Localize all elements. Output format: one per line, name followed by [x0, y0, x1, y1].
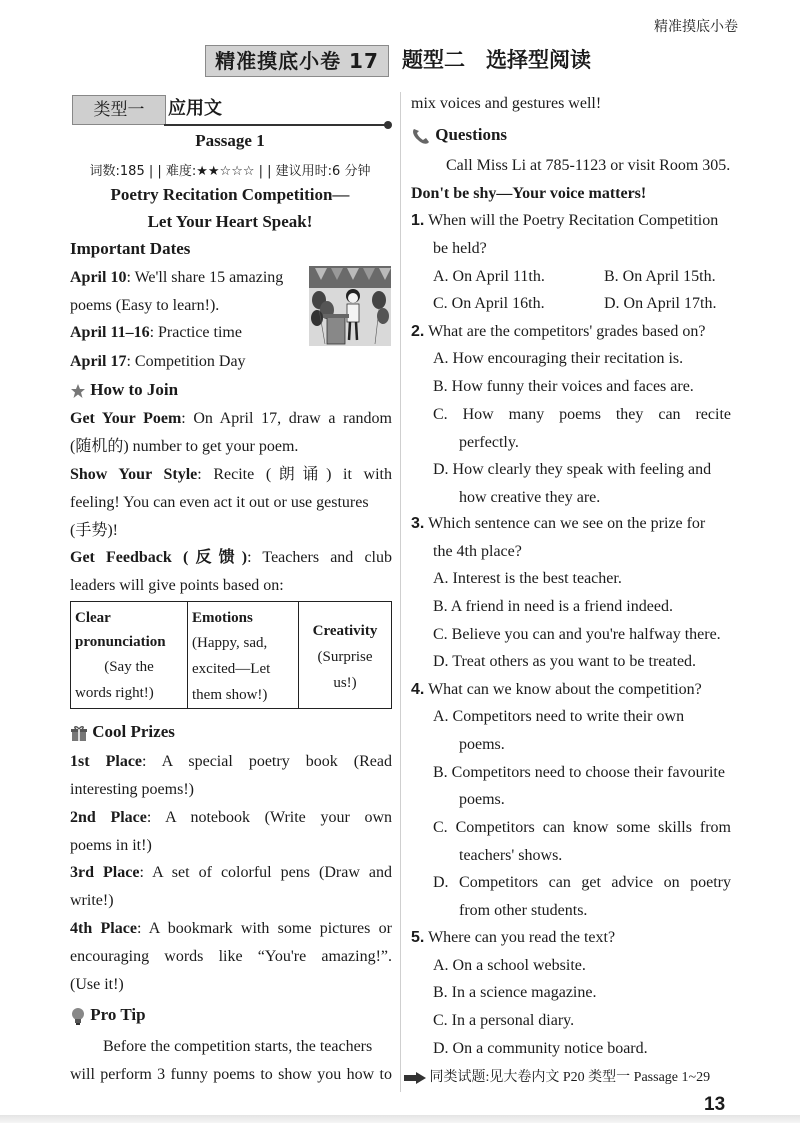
question-5-option-b[interactable]: B. In a science magazine. [433, 984, 597, 1001]
question-number: 1. [411, 212, 425, 229]
question-3-option-a[interactable]: A. Interest is the best teacher. [433, 570, 622, 587]
criteria-note: words right!) [75, 685, 154, 701]
criteria-note: us!) [333, 675, 357, 691]
pro-tip-line-2: will perform 3 funny poems to show you how to [70, 1066, 392, 1083]
question-1-option-c[interactable]: C. On April 16th. [433, 295, 545, 312]
question-4-stem [411, 680, 702, 700]
question-2-option-c[interactable]: C. How many poems they can recite [433, 406, 731, 423]
scoring-criteria-table [70, 601, 392, 709]
pro-tip-label: Pro Tip [90, 1005, 146, 1024]
question-number: 2. [411, 323, 425, 340]
question-2-stem [411, 322, 706, 342]
prize-1st-line-1 [70, 752, 392, 772]
how-to-join-label: How to Join [90, 380, 179, 399]
prize-2nd-line-1 [70, 808, 392, 828]
question-stem: What can we know about the competition? [428, 681, 702, 698]
question-5-option-d[interactable]: D. On a community notice board. [433, 1040, 648, 1057]
question-type-title: 题型二 选择型阅读 [402, 48, 591, 72]
running-head: 精准摸底小卷 [654, 19, 738, 35]
related-exercises-note [404, 1066, 710, 1086]
prize-text: : A special poetry book (Read [142, 753, 392, 770]
question-2-option-d-cont: how creative they are. [459, 489, 601, 506]
paper-title: 精准摸底小卷 17 [205, 45, 389, 77]
date-text: : Competition Day [126, 353, 246, 370]
prize-label: 3rd Place [70, 864, 140, 881]
question-2-option-a[interactable]: A. How encouraging their recitation is. [433, 350, 684, 367]
closing-line: Don't be shy—Your voice matters! [411, 185, 647, 202]
question-4-option-b-cont: poems. [459, 791, 505, 808]
section-title: 应用文 [168, 98, 222, 119]
criteria-emotions [188, 602, 299, 709]
step-text: : On April 17, draw a random [181, 410, 392, 427]
prize-label: 2nd Place [70, 809, 147, 826]
question-number: 4. [411, 681, 425, 698]
phone-icon [411, 127, 431, 145]
get-your-poem-line-1 [70, 409, 392, 429]
footer-band [0, 1115, 800, 1123]
pro-tip-heading [70, 1005, 146, 1025]
question-4-option-d[interactable]: D. Competitors can get advice on poetry [433, 874, 731, 891]
date-text: : Practice time [149, 324, 242, 341]
question-1-option-d[interactable]: D. On April 17th. [604, 295, 717, 312]
question-1-stem [411, 211, 718, 231]
question-3-option-d[interactable]: D. Treat others as you want to be treated. [433, 653, 697, 670]
prize-3rd-line-1 [70, 863, 392, 883]
question-stem: What are the competitors' grades based on? [428, 323, 706, 340]
how-to-join-heading [70, 380, 178, 400]
prize-3rd-line-2: write!) [70, 892, 114, 909]
prize-4th-line-1 [70, 919, 392, 939]
date-april-10-cont: poems (Easy to learn!). [70, 297, 220, 314]
star-icon [70, 383, 86, 399]
prize-text: : A bookmark with some pictures or [136, 920, 392, 937]
prize-text: : A notebook (Write your own [146, 809, 392, 826]
criteria-clear-pronunciation [71, 602, 188, 709]
question-stem: Where can you read the text? [428, 929, 616, 946]
question-5-option-a[interactable]: A. On a school website. [433, 957, 586, 974]
prize-text: : A set of colorful pens (Draw and [139, 864, 393, 881]
question-2-option-b[interactable]: B. How funny their voices and faces are. [433, 378, 694, 395]
question-stem: Which sentence can we see on the prize for [428, 515, 706, 532]
date-april-17 [70, 352, 246, 372]
passage-meta: 词数:185 | | 难度:★★☆☆☆ | | 建议用时:6 分钟 [89, 164, 371, 179]
question-5-stem [411, 928, 615, 948]
prize-label: 4th Place [70, 920, 137, 937]
criteria-title: Emotions [192, 610, 253, 626]
question-4-option-a[interactable]: A. Competitors need to write their own [433, 708, 685, 725]
criteria-title: Clear [75, 610, 111, 626]
question-1-option-a[interactable]: A. On April 11th. [433, 268, 545, 285]
table-row [71, 602, 392, 709]
prize-4th-line-2: encouraging words like “You're amazing!”. [70, 948, 392, 965]
show-your-style-line-1 [70, 465, 392, 485]
recitation-illustration [309, 266, 391, 346]
column-divider [400, 92, 401, 1092]
gift-icon [70, 724, 88, 742]
question-number: 3. [411, 515, 425, 532]
criteria-note: excited—Let [192, 661, 271, 677]
related-exercises-text: 同类试题:见大卷内文 P20 类型一 Passage 1~29 [429, 1070, 711, 1085]
questions-contact-label: Questions [435, 125, 508, 144]
question-5-option-c[interactable]: C. In a personal diary. [433, 1012, 575, 1029]
article-title-line-1: Poetry Recitation Competition— [110, 185, 350, 204]
date-text: : We'll share 15 amazing [126, 269, 284, 286]
prize-4th-line-3: (Use it!) [70, 976, 124, 993]
show-your-style-line-3: (手势)! [70, 522, 118, 539]
question-3-option-c[interactable]: C. Believe you can and you're halfway there. [433, 626, 721, 643]
criteria-note: (Say the [104, 659, 154, 675]
criteria-note: (Happy, sad, [192, 635, 268, 651]
step-label: Get Feedback (反馈) [70, 549, 248, 566]
pro-tip-line-1: Before the competition starts, the teachers [103, 1038, 373, 1055]
section-tag: 类型一 [72, 95, 166, 125]
arrow-right-icon [404, 1072, 426, 1084]
step-text: : Teachers and club [247, 549, 393, 566]
step-text: : Recite (朗诵) it with [197, 466, 392, 483]
date-label: April 10 [70, 269, 127, 286]
contact-info: Call Miss Li at 785-1123 or visit Room 305. [446, 157, 731, 174]
question-3-stem-cont: the 4th place? [433, 543, 522, 560]
lightbulb-icon [70, 1007, 86, 1025]
criteria-note: them show!) [192, 687, 268, 703]
get-feedback-line-2: leaders will give points based on: [70, 577, 284, 594]
pro-tip-line-3: mix voices and gestures well! [411, 95, 602, 112]
cool-prizes-label: Cool Prizes [92, 722, 175, 741]
question-4-option-c[interactable]: C. Competitors can know some skills from [433, 819, 731, 836]
date-label: April 17 [70, 353, 127, 370]
date-april-10 [70, 268, 283, 288]
criteria-title: Creativity [312, 623, 378, 639]
question-3-stem [411, 514, 705, 534]
question-1-option-b[interactable]: B. On April 15th. [604, 268, 716, 285]
step-label: Get Your Poem [70, 410, 182, 427]
question-2-option-c-cont: perfectly. [459, 434, 519, 451]
question-1-stem-cont: be held? [433, 240, 487, 257]
cool-prizes-heading [70, 722, 175, 742]
step-label: Show Your Style [70, 466, 198, 483]
passage-title: Passage 1 [195, 131, 265, 150]
question-3-option-b[interactable]: B. A friend in need is a friend indeed. [433, 598, 673, 615]
important-dates-heading: Important Dates [70, 239, 191, 258]
get-feedback-line-1 [70, 548, 392, 568]
questions-contact-heading [411, 125, 507, 145]
article-title-line-2: Let Your Heart Speak! [147, 212, 313, 231]
prize-1st-line-2: interesting poems!) [70, 781, 194, 798]
question-4-option-c-cont: teachers' shows. [459, 847, 563, 864]
date-april-11-16 [70, 323, 242, 343]
criteria-title: pronunciation [75, 634, 166, 650]
prize-2nd-line-2: poems in it!) [70, 837, 152, 854]
question-number: 5. [411, 929, 425, 946]
question-stem: When will the Poetry Recitation Competition [428, 212, 719, 229]
date-label: April 11–16 [70, 324, 150, 341]
question-2-option-d[interactable]: D. How clearly they speak with feeling and [433, 461, 712, 478]
question-4-option-d-cont: from other students. [459, 902, 588, 919]
question-4-option-b[interactable]: B. Competitors need to choose their favourite [433, 764, 725, 781]
section-divider [164, 124, 390, 126]
get-your-poem-line-2: (随机的) number to get your poem. [70, 438, 299, 455]
question-4-option-a-cont: poems. [459, 736, 505, 753]
section-divider-dot [384, 121, 392, 129]
show-your-style-line-2: feeling! You can even act it out or use gestures [70, 494, 369, 511]
criteria-creativity [299, 602, 392, 709]
prize-label: 1st Place [70, 753, 143, 770]
criteria-note: (Surprise [317, 649, 373, 665]
page-number: 13 [704, 1094, 726, 1115]
